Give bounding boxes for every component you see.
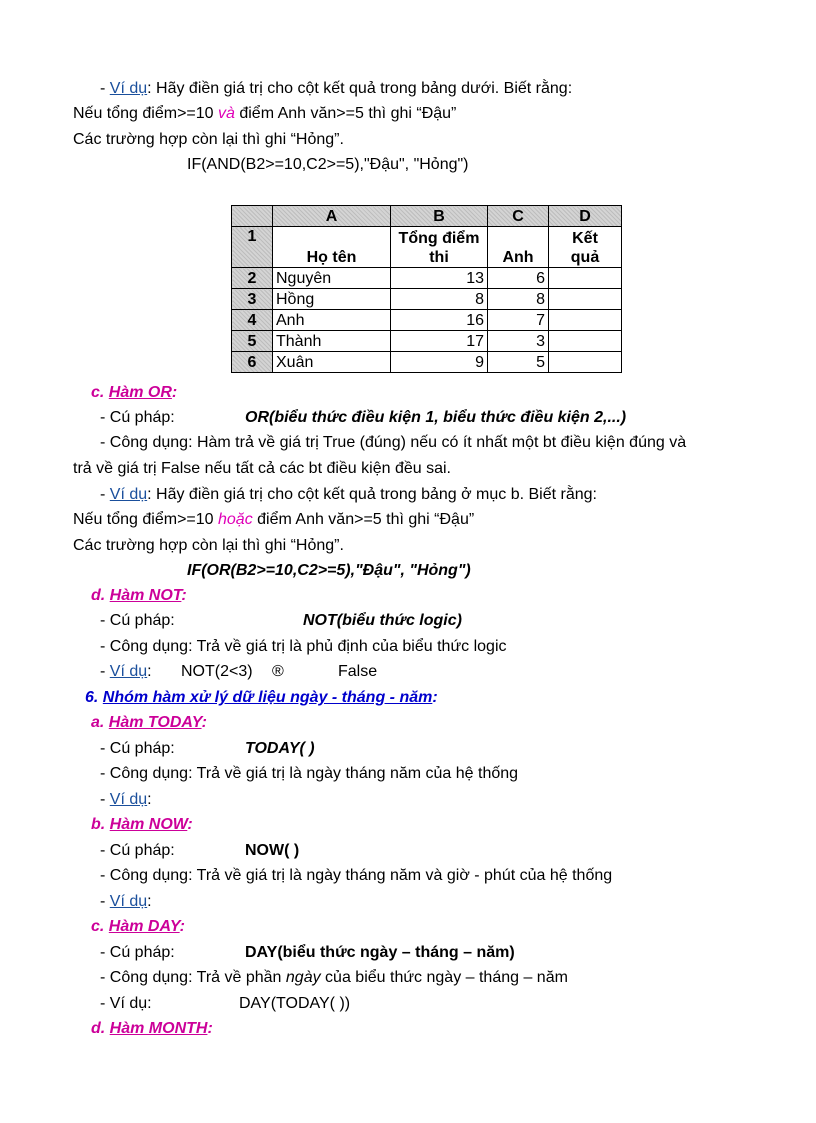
row-header: 1: [232, 227, 273, 268]
example-link[interactable]: Ví dụ: [109, 663, 148, 680]
table-row: [232, 310, 622, 331]
row-header: 2: [232, 268, 273, 289]
cell-english: 5: [488, 352, 549, 373]
example-line: - Ví dụ: Hãy điền giá trị cho cột kết quả trong bảng dưới. Biết rằng:: [100, 80, 573, 97]
header-cell-total: Tổng điểm thi: [391, 227, 488, 268]
today-usage: - Công dụng: Trả về giá trị là ngày tháng năm của hệ thống: [100, 765, 519, 782]
day-heading: c. Hàm DAY:: [91, 918, 185, 935]
today-syntax: TODAY( ): [245, 740, 315, 757]
column-header-row: [232, 206, 622, 227]
row-header: 5: [232, 331, 273, 352]
today-syntax-label: - Cú pháp:: [100, 740, 175, 757]
cell-total: 9: [391, 352, 488, 373]
now-heading: b. Hàm NOW:: [91, 816, 193, 833]
table-row: [232, 352, 622, 373]
table-row: [232, 268, 622, 289]
spreadsheet-table: [231, 205, 622, 373]
arrow-symbol: ®: [272, 663, 284, 680]
now-example-line: - Ví dụ:: [100, 893, 152, 910]
example-link[interactable]: Ví dụ: [109, 486, 148, 503]
condition-line: Nếu tổng điểm>=10 và điểm Anh văn>=5 thì ghi “Đậu”: [73, 105, 457, 122]
cell-total: 17: [391, 331, 488, 352]
table-row: [232, 331, 622, 352]
header-cell-name: Họ tên: [273, 227, 391, 268]
or-else-line: Các trường hợp còn lại thì ghi “Hỏng”.: [73, 537, 344, 554]
example-link[interactable]: Ví dụ: [109, 80, 148, 97]
today-example-line: - Ví dụ:: [100, 791, 152, 808]
month-heading: d. Hàm MONTH:: [91, 1020, 213, 1037]
today-heading: a. Hàm TODAY:: [91, 714, 207, 731]
cell-english: 6: [488, 268, 549, 289]
now-syntax: NOW( ): [245, 842, 300, 859]
corner-cell: [232, 206, 273, 227]
or-syntax: OR(biểu thức điều kiện 1, biểu thức điều kiện 2,...): [245, 409, 627, 426]
not-heading: d. Hàm NOT:: [91, 587, 187, 604]
group6-heading: 6. Nhóm hàm xử lý dữ liệu ngày - tháng - năm:: [85, 689, 438, 706]
or-usage-line1: - Công dụng: Hàm trả về giá trị True (đúng) nếu có ít nhất một bt điều kiện đúng và: [100, 434, 687, 451]
or-heading: c. Hàm OR:: [91, 384, 178, 401]
header-cell-english: Anh: [488, 227, 549, 268]
cell-name: Anh: [273, 310, 391, 331]
or-usage-line2: trả về giá trị False nếu tất cả các bt điều kiện đều sai.: [73, 460, 451, 477]
if-and-formula: IF(AND(B2>=10,C2>=5),"Đậu", "Hỏng"): [187, 156, 469, 173]
cell-english: 8: [488, 289, 549, 310]
cell-result: [549, 331, 622, 352]
now-usage: - Công dụng: Trả về giá trị là ngày tháng năm và giờ - phút của hệ thống: [100, 867, 613, 884]
day-usage: - Công dụng: Trả về phần ngày của biểu thức ngày – tháng – năm: [100, 969, 568, 986]
cell-name: Thành: [273, 331, 391, 352]
table-row: [232, 227, 622, 268]
else-line: Các trường hợp còn lại thì ghi “Hỏng”.: [73, 131, 344, 148]
row-header: 4: [232, 310, 273, 331]
cell-result: [549, 352, 622, 373]
cell-english: 7: [488, 310, 549, 331]
day-syntax-label: - Cú pháp:: [100, 944, 175, 961]
table-row: [232, 289, 622, 310]
example-link[interactable]: Ví dụ: [109, 893, 148, 910]
cell-total: 16: [391, 310, 488, 331]
not-syntax: NOT(biểu thức logic): [303, 612, 462, 629]
cell-result: [549, 289, 622, 310]
or-syntax-label: - Cú pháp:: [100, 409, 175, 426]
now-syntax-label: - Cú pháp:: [100, 842, 175, 859]
cell-english: 3: [488, 331, 549, 352]
cell-total: 8: [391, 289, 488, 310]
column-header: D: [549, 206, 622, 227]
row-header: 3: [232, 289, 273, 310]
column-header: B: [391, 206, 488, 227]
cell-total: 13: [391, 268, 488, 289]
not-example-expr: NOT(2<3): [181, 663, 253, 680]
not-usage: - Công dụng: Trả về giá trị là phủ định của biểu thức logic: [100, 638, 507, 655]
not-example-line: - Ví dụ:: [100, 663, 152, 680]
cell-result: [549, 268, 622, 289]
cell-name: Hồng: [273, 289, 391, 310]
or-condition-line: Nếu tổng điểm>=10 hoặc điểm Anh văn>=5 thì ghi “Đậu”: [73, 511, 475, 528]
cell-name: Nguyên: [273, 268, 391, 289]
column-header: A: [273, 206, 391, 227]
cell-name: Xuân: [273, 352, 391, 373]
day-example-label: - Ví dụ:: [100, 995, 152, 1012]
not-syntax-label: - Cú pháp:: [100, 612, 175, 629]
day-syntax: DAY(biểu thức ngày – tháng – năm): [245, 944, 515, 961]
or-example-line: - Ví dụ: Hãy điền giá trị cho cột kết quả trong bảng ở mục b. Biết rằng:: [100, 486, 597, 503]
column-header: C: [488, 206, 549, 227]
if-or-formula: IF(OR(B2>=10,C2>=5),"Đậu", "Hỏng"): [187, 562, 471, 579]
day-example-expr: DAY(TODAY( )): [239, 995, 351, 1012]
example-link[interactable]: Ví dụ: [109, 791, 148, 808]
cell-result: [549, 310, 622, 331]
not-example-result: False: [338, 663, 378, 680]
row-header: 6: [232, 352, 273, 373]
header-cell-result: Kết quả: [549, 227, 622, 268]
